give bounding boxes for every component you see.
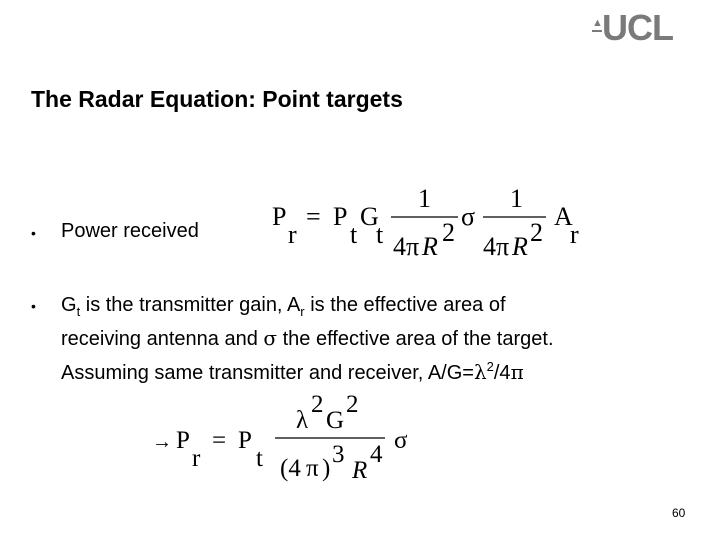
bullet-power-received: Power received <box>61 220 199 242</box>
bullet-icon: • <box>31 225 36 241</box>
eq1-den1-R: R <box>422 232 438 261</box>
logo-text: UCL <box>602 7 673 48</box>
eq1-sigma: σ <box>461 202 476 231</box>
eq2-P2: P <box>238 427 252 454</box>
eq1-den2-exp: 2 <box>530 218 543 247</box>
eq1-den1-pi: π <box>406 232 420 261</box>
ucl-logo <box>592 7 704 48</box>
slide-title: The Radar Equation: Point targets <box>31 86 403 112</box>
eq2-G: G <box>326 407 345 434</box>
eq2-R: R <box>352 457 368 484</box>
eq1-equals: = <box>306 202 321 231</box>
crest-base <box>592 30 602 32</box>
eq2-lparen: (4 <box>280 455 301 482</box>
eq1-den1-4: 4 <box>393 232 406 261</box>
eq2-exp-2a: 2 <box>311 391 324 418</box>
eq1-sub-r: r <box>288 220 297 249</box>
bullet2-line1: $G_t$ is the transmitter gain, $A_r$ is the effective area of <box>61 294 506 319</box>
eq2-sigma: σ <box>394 427 408 454</box>
bullet-gain-area <box>61 292 701 387</box>
eq1-den2-R: R <box>512 232 528 261</box>
eq1-A: A <box>554 202 573 231</box>
eq2-arrow: → <box>152 431 172 453</box>
bullet-icon: • <box>31 298 36 314</box>
eq1-den2-pi: π <box>496 232 510 261</box>
eq2-exp-2b: 2 <box>346 391 359 418</box>
eq2-lambda: λ <box>296 407 309 434</box>
page-number: 60 <box>672 506 686 520</box>
eq2-rparen: ) <box>322 455 331 482</box>
eq2-sub-r: r <box>192 445 201 472</box>
bullet2-line2: receiving antenna and σ the effective area of the target. <box>61 326 554 350</box>
eq1-num1: 1 <box>418 184 431 213</box>
eq1-P2: P <box>333 202 348 231</box>
eq1-den1-exp: 2 <box>442 218 455 247</box>
eq1-sub-t2: t <box>376 220 384 249</box>
crest-icon: ▲ <box>592 17 603 29</box>
bullet2-line3: Assuming same transmitter and receiver, $A/G=\lambda^2/4\pi$ <box>61 359 524 384</box>
eq2-exp-3: 3 <box>332 441 345 468</box>
eq2-pi: π <box>306 455 319 482</box>
eq2-sub-t: t <box>256 445 263 472</box>
eq1-P: P <box>272 202 287 231</box>
eq1-sub-r2: r <box>570 220 579 249</box>
eq1-G: G <box>360 202 379 231</box>
radar-equation-1 <box>268 175 588 270</box>
radar-equation-2 <box>150 388 430 490</box>
eq1-den2-4: 4 <box>483 232 496 261</box>
eq1-sub-t: t <box>350 220 358 249</box>
eq2-exp-4: 4 <box>370 441 383 468</box>
eq1-num2: 1 <box>510 184 523 213</box>
eq2-equals: = <box>212 427 227 454</box>
eq2-P: P <box>176 427 190 454</box>
